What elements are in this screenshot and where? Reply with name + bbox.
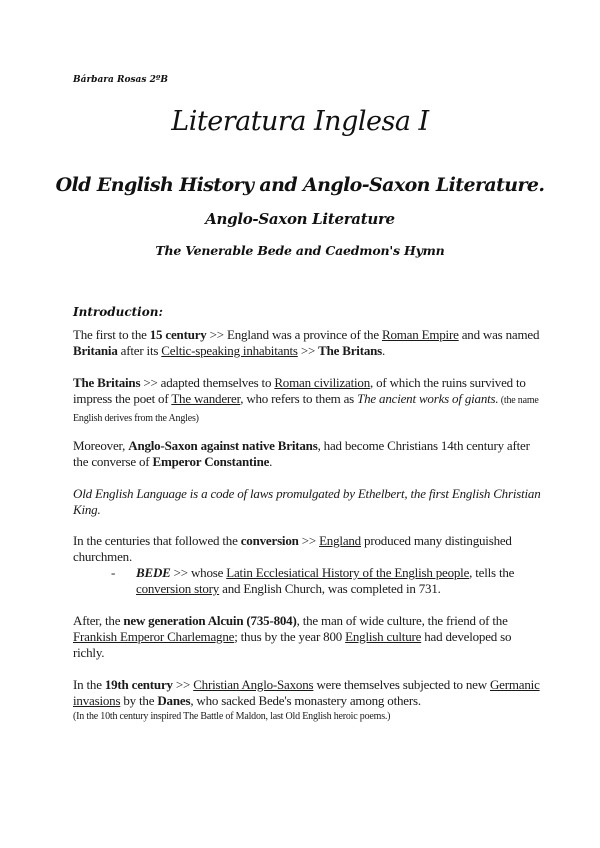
underlined-text: Latin Ecclesiatical History of the English people <box>226 565 470 580</box>
text-run: by the <box>120 693 158 708</box>
paragraph-conversion <box>73 533 543 565</box>
text-run: . <box>382 343 386 358</box>
text-run: were themselves subjected to new <box>313 677 490 692</box>
underlined-text: Germanic invasions <box>73 677 540 708</box>
author-name: Bárbara Rosas 2ºB <box>73 75 168 85</box>
text-run: , tells the <box>469 565 515 580</box>
text-run: ; thus by the year 800 <box>234 629 346 644</box>
underlined-text: English culture <box>345 629 422 644</box>
underlined-text: Celtic-speaking inhabitants <box>161 343 298 358</box>
text-run: (the name English derives from the Angles) <box>73 395 539 424</box>
text-run: , the man of wide culture, the friend of the <box>296 613 508 628</box>
bullet-marker: - <box>111 565 116 580</box>
note-battle-of-maldon <box>73 711 543 723</box>
bullet-bede <box>136 565 546 597</box>
underlined-text: Roman civilization <box>274 375 371 390</box>
bold-text: new generation Alcuin (735-804) <box>123 613 297 628</box>
text-run: (In the 10th century inspired The Battle of Maldon, last Old English heroic poems.) <box>73 711 391 722</box>
document-subtitle: Old English History and Anglo-Saxon Literature. <box>55 174 545 196</box>
text-run: , had become Christians 14th century after the converse of <box>73 438 530 469</box>
paragraph-britania <box>73 327 543 359</box>
bold-text: The Britans <box>318 343 383 358</box>
text-run: The first to the <box>73 327 150 342</box>
paragraph-19th-century <box>73 677 543 709</box>
text-run: produced many distinguished churchmen. <box>73 533 512 564</box>
underlined-text: Christian Anglo-Saxons <box>193 677 314 692</box>
bold-text: Emperor Constantine <box>152 454 270 469</box>
underlined-text: Frankish Emperor Charlemagne <box>73 629 235 644</box>
bold-text: Britania <box>73 343 118 358</box>
bold-text: 15 century <box>149 327 207 342</box>
bold-text: conversion <box>240 533 299 548</box>
bold-text: Anglo-Saxon against native Britans <box>128 438 318 453</box>
text-run: had developed so richly. <box>73 629 512 660</box>
text-run: and English Church, was completed in 731. <box>219 581 441 596</box>
paragraph-old-english-language <box>73 486 543 518</box>
bold-text: Danes <box>157 693 191 708</box>
text-run: , who refers to them as <box>240 391 358 406</box>
text-run: Old English Language is a code of laws promulgated by Ethelbert, the first English Christian King. <box>73 486 541 517</box>
section-title: Anglo-Saxon Literature <box>205 210 395 228</box>
bold-text: The Britains <box>73 375 141 390</box>
text-run: >> <box>172 677 194 692</box>
underlined-text: Roman Empire <box>381 327 459 342</box>
text-run: >> England was a province of the <box>206 327 382 342</box>
paragraph-anglo-saxon <box>73 438 543 470</box>
text-run: and was named <box>458 327 540 342</box>
paragraph-alcuin <box>73 613 543 661</box>
introduction-heading: Introduction: <box>73 305 163 319</box>
text-run: In the <box>73 677 105 692</box>
text-run: . <box>269 454 273 469</box>
bold-text: BEDE <box>136 565 171 580</box>
document-title: Literatura Inglesa I <box>171 106 429 137</box>
text-run: >> <box>297 343 319 358</box>
text-run: Moreover, <box>73 438 129 453</box>
paragraph-britains <box>73 375 543 427</box>
text-run: >> <box>298 533 320 548</box>
bold-text: 19th century <box>104 677 173 692</box>
underlined-text: conversion story <box>136 581 220 596</box>
text-run: , of which the ruins survived to impress the poet of <box>73 375 526 406</box>
underlined-text: England <box>319 533 361 548</box>
text-run: After, the <box>73 613 124 628</box>
section-subtitle: The Venerable Bede and Caedmon's Hymn <box>155 243 445 258</box>
text-run: The ancient works of giants. <box>357 391 499 406</box>
text-run: In the centuries that followed the <box>73 533 241 548</box>
text-run: >> whose <box>170 565 227 580</box>
text-run: >> adapted themselves to <box>140 375 275 390</box>
text-run: , who sacked Bede's monastery among others. <box>190 693 421 708</box>
underlined-text: The wanderer <box>171 391 241 406</box>
text-run: after its <box>117 343 162 358</box>
